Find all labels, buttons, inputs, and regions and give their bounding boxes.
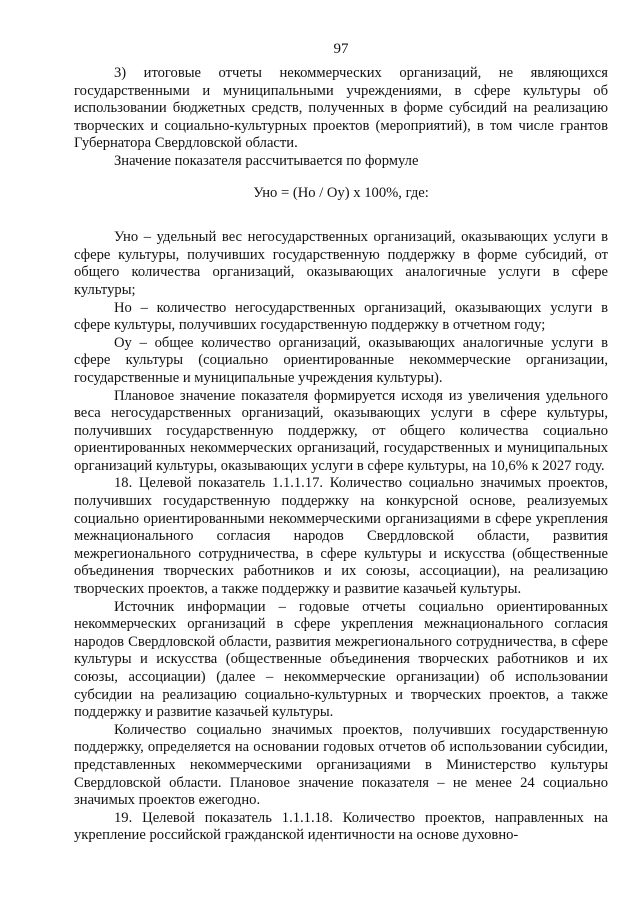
paragraph-no-definition: Но – количество негосударственных организаций, оказывающих услуги в сфере культуры, получивших государственную поддержку в отчетном году; <box>74 299 608 334</box>
page-number: 97 <box>333 41 349 57</box>
paragraph-uno-definition: Уно – удельный вес негосударственных организаций, оказывающих услуги в сфере культуры, получивших государственную поддержку в форме субсидий, от общего количества организаций, оказывающих аналогичные услуги в сфере культуры; <box>74 229 608 298</box>
paragraph-indicator-19: 19. Целевой показатель 1.1.1.18. Количество проектов, направленных на укрепление российской гражданской идентичности на основе духовно- <box>74 809 608 844</box>
paragraph-information-source: Источник информации – годовые отчеты социально ориентированных некоммерческих организаций в сфере укрепления межнационального согласия народов Свердловской области, развития межрегионального сотрудничества, в сфере культуры и искусства (общественные объединения творческих работников и их союзы, ассоциации) (далее – некоммерческие организации) об использовании субсидии на реализацию социально-культурных и творческих проектов, а также поддержку и развитие казачьей культуры. <box>74 598 608 721</box>
paragraph-oy-definition: Оу – общее количество организаций, оказывающих аналогичные услуги в сфере культуры (социально ориентированные некоммерческие организации, государственные и муниципальные учреждения культуры). <box>74 334 608 386</box>
paragraph-indicator-18: 18. Целевой показатель 1.1.1.17. Количество социально значимых проектов, получивших государственную поддержку на конкурсной основе, реализуемых социально ориентированными некоммерческими организациями в сфере укрепления межнационального согласия народов Свердловской области, развития межрегионального сотрудничества, в сфере культуры и искусства (общественные объединения творческих работников и их союзы, ассоциации), на реализацию творческих проектов, а также поддержку и развитие казачьей культуры. <box>74 475 608 598</box>
paragraph-formula-intro: Значение показателя рассчитывается по формуле <box>114 152 419 169</box>
formula: Уно = (Но / Оу) х 100%, где: <box>253 184 429 201</box>
paragraph-reports-item-3: 3) итоговые отчеты некоммерческих организаций, не являющихся государственными и муниципальными учреждениями, в сфере культуры об использовании бюджетных средств, полученных в форме субсидий на реализацию творческих и социально-культурных проектов (мероприятий), в том числе грантов Губернатора Свердловской области. <box>74 65 608 152</box>
paragraph-projects-count: Количество социально значимых проектов, получивших государственную поддержку, определяется на основании годовых отчетов об использовании субсидии, представленных некоммерческими организациями в Министерство культуры Свердловской области. Плановое значение показателя – не менее 24 социально значимых проектов ежегодно. <box>74 721 608 809</box>
document-page <box>74 40 608 845</box>
paragraph-planned-value: Плановое значение показателя формируется исходя из увеличения удельного веса негосударственных организаций, оказывающих услуги в сфере культуры, получивших государственную поддержку, от общего количества социально ориентированных некоммерческих организаций, государственных и муниципальных организаций культуры, оказывающих услуги в сфере культуры, на 10,6% к 2027 году. <box>74 387 608 474</box>
